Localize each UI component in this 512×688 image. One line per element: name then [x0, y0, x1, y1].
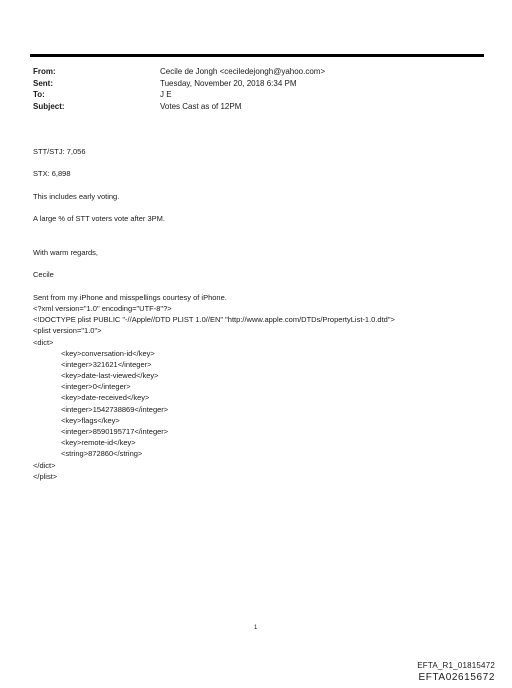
iphone-note: Sent from my iPhone and misspellings courtesy of iPhone. [33, 293, 227, 302]
plist-open-tag: <plist version="1.0"> [33, 326, 102, 335]
plist-entry: <key>flags</key> [61, 416, 120, 425]
plist-entry: <key>date-last-viewed</key> [61, 371, 159, 380]
to-row [33, 89, 483, 101]
subject-label: Subject: [33, 101, 65, 111]
sent-label: Sent: [33, 78, 53, 88]
subject-row [33, 101, 483, 113]
dict-open-tag: <dict> [33, 338, 54, 347]
header-rule [30, 54, 484, 57]
plist-xml-declaration: <?xml version="1.0" encoding="UTF-8"?> [33, 304, 172, 313]
sent-value: Tuesday, November 20, 2018 6:34 PM [160, 78, 297, 88]
plist-entry: <key>remote-id</key> [61, 438, 136, 447]
body-line-stt: STT/STJ: 7,056 [33, 147, 86, 156]
subject-value: Votes Cast as of 12PM [160, 101, 242, 111]
page-number: 1 [254, 625, 258, 631]
plist-entry: <integer>8590195717</integer> [61, 427, 169, 436]
plist-entry: <key>conversation-id</key> [61, 349, 155, 358]
bates-number-secondary: EFTA02615672 [418, 672, 495, 683]
signature-text: Cecile [33, 270, 54, 279]
to-label: To: [33, 90, 45, 99]
sent-row [33, 78, 483, 90]
plist-entry: <integer>1542738869</integer> [61, 405, 169, 414]
closing-text: With warm regards, [33, 248, 99, 257]
plist-entry: <integer>321621</integer> [61, 360, 152, 369]
body-line-stt-voters: A large % of STT voters vote after 3PM. [33, 214, 166, 223]
plist-doctype: <!DOCTYPE plist PUBLIC "-//Apple//DTD PLIST 1.0//EN" "http://www.apple.com/DTDs/PropertyList-1.0.dtd"> [33, 315, 395, 324]
bates-number-primary: EFTA_R1_01815472 [417, 661, 495, 670]
email-header [33, 66, 483, 112]
plist-entry: <integer>0</integer> [61, 382, 131, 391]
body-line-early-voting: This includes early voting. [33, 192, 120, 201]
plist-close-tag: </plist> [33, 472, 58, 481]
dict-close-tag: </dict> [33, 461, 56, 470]
from-label: From: [33, 67, 56, 76]
body-line-stx: STX: 6,898 [33, 169, 71, 178]
plist-entry: <string>872860</string> [61, 449, 143, 458]
from-row [33, 66, 483, 78]
plist-entry: <key>date-received</key> [61, 393, 150, 402]
to-value: J E [160, 90, 172, 99]
from-value: Cecile de Jongh <ceciledejongh@yahoo.com> [160, 67, 326, 76]
